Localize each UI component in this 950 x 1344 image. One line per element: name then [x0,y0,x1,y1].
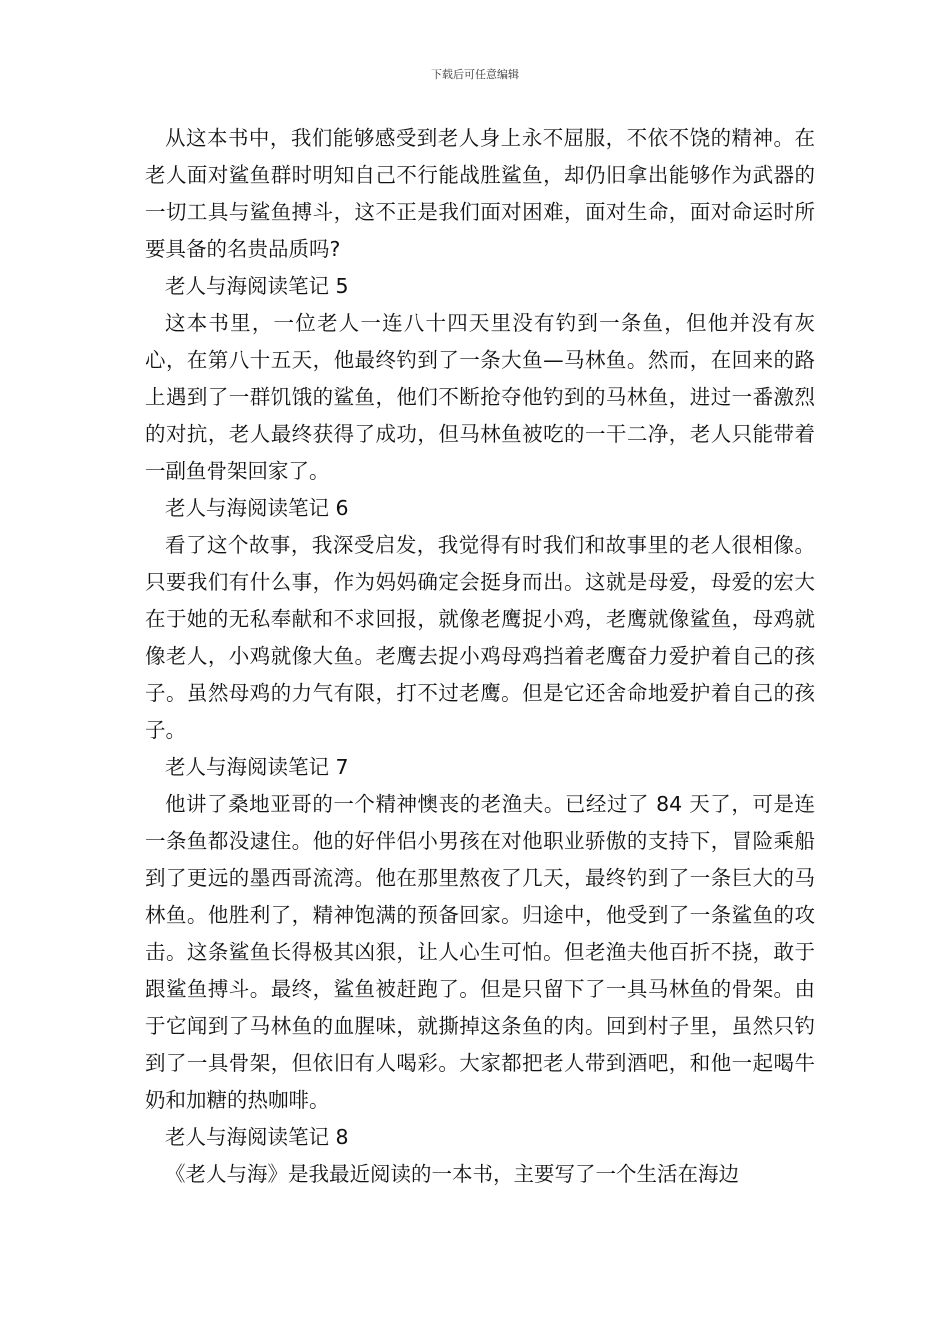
paragraph: 看了这个故事，我深受启发，我觉得有时我们和故事里的老人很相像。只要我们有什么事，作为妈妈确定会挺身而出。这就是母爱，母爱的宏大在于她的无私奉献和不求回报，就像老鹰捉小鸡，老鹰就像鲨鱼，母鸡就像老人，小鸡就像大鱼。老鹰去捉小鸡母鸡挡着老鹰奋力爱护着自己的孩子。虽然母鸡的力气有限，打不过老鹰。但是它还舍命地爱护着自己的孩子。 [145,533,815,742]
paragraph: 《老人与海》是我最近阅读的一本书，主要写了一个生活在海边 [165,1162,739,1186]
section-heading: 老人与海阅读笔记 5 [165,274,349,298]
page-header: 下载后可任意编辑 [431,68,519,81]
paragraph: 他讲了桑地亚哥的一个精神懊丧的老渔夫。已经过了 84 天了，可是连一条鱼都没逮住。他的好伴侣小男孩在对他职业骄傲的支持下，冒险乘船到了更远的墨西哥流湾。他在那里熬夜了几天，最终钓到了一条巨大的马林鱼。他胜利了，精神饱满的预备回家。归途中，他受到了一条鲨鱼的攻击。这条鲨鱼长得极其凶狠，让人心生可怕。但老渔夫他百折不挠，敢于跟鲨鱼搏斗。最终，鲨鱼被赶跑了。但是只留下了一具马林鱼的骨架。由于它闻到了马林鱼的血腥味，就撕掉这条鱼的肉。回到村子里，虽然只钓到了一具骨架，但依旧有人喝彩。大家都把老人带到酒吧，和他一起喝牛奶和加糖的热咖啡。 [145,792,815,1112]
section-heading: 老人与海阅读笔记 8 [165,1125,349,1149]
section-heading: 老人与海阅读笔记 6 [165,496,349,520]
paragraph: 从这本书中，我们能够感受到老人身上永不屈服，不依不饶的精神。在老人面对鲨鱼群时明知自己不行能战胜鲨鱼，却仍旧拿出能够作为武器的一切工具与鲨鱼搏斗，这不正是我们面对困难，面对生命，面对命运时所要具备的名贵品质吗? [145,126,815,261]
section-heading: 老人与海阅读笔记 7 [165,755,349,779]
document-body [145,120,815,1193]
paragraph: 这本书里，一位老人一连八十四天里没有钓到一条鱼，但他并没有灰心，在第八十五天，他最终钓到了一条大鱼—马林鱼。然而，在回来的路上遇到了一群饥饿的鲨鱼，他们不断抢夺他钓到的马林鱼，进过一番激烈的对抗，老人最终获得了成功，但马林鱼被吃的一干二净，老人只能带着一副鱼骨架回家了。 [145,311,815,483]
